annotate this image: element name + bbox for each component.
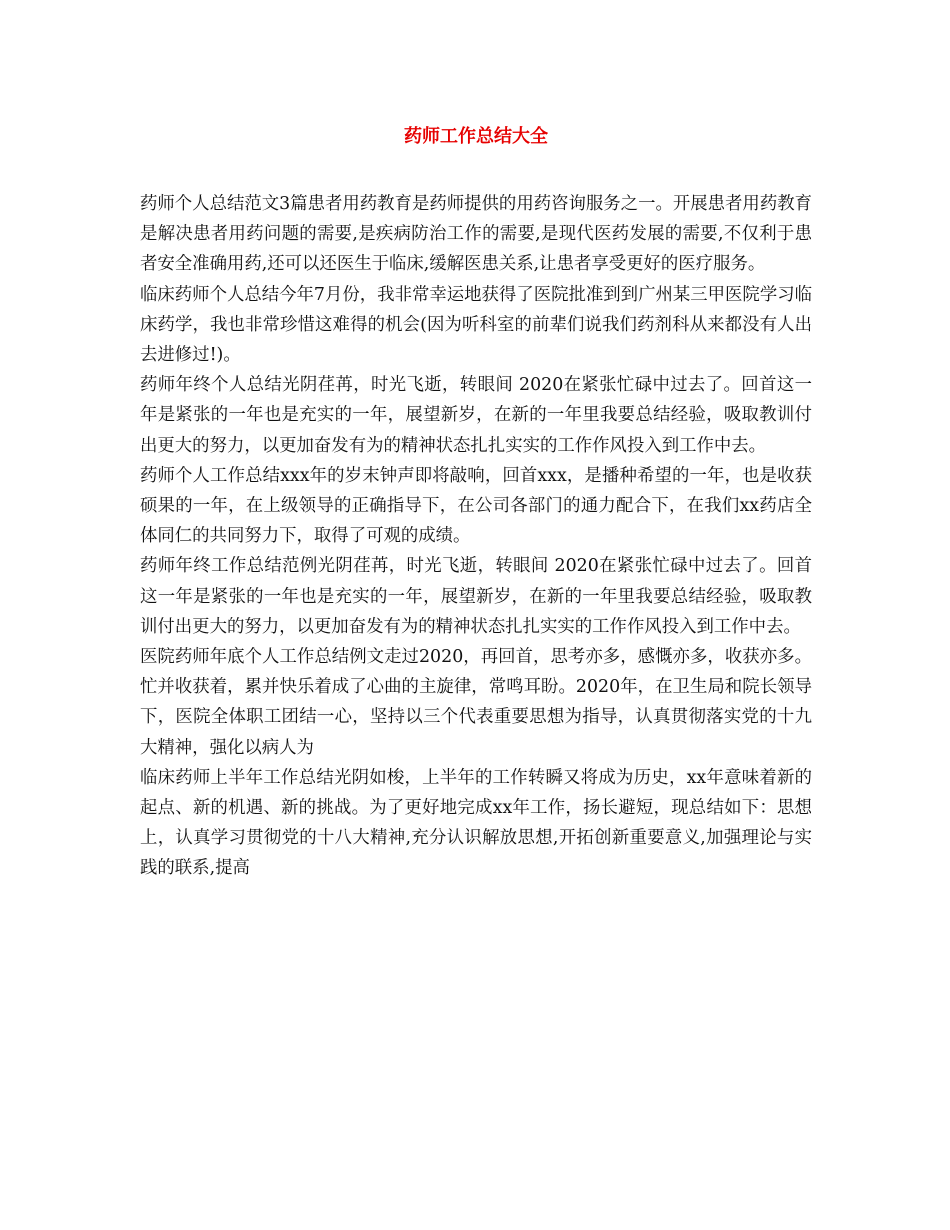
paragraph-4: 药师个人工作总结xxx年的岁末钟声即将敲响，回首xxx，是播种希望的一年，也是收获硕果的一年，在上级领导的正确指导下，在公司各部门的通力配合下，在我们xx药店全体同仁的共同努力下，取得了可观的成绩。 (140, 465, 812, 547)
paragraph-1: 药师个人总结范文3篇患者用药教育是药师提供的用药咨询服务之一。开展患者用药教育是解决患者用药问题的需要,是疾病防治工作的需要,是现代医药发展的需要,不仅利于患者安全准确用药,还可以还医生于临床,缓解医患关系,让患者享受更好的医疗服务。 (140, 194, 812, 275)
document-title: 药师工作总结大全 (404, 126, 548, 147)
paragraph-2: 临床药师个人总结今年7月份，我非常幸运地获得了医院批准到到广州某三甲医院学习临床药学，我也非常珍惜这难得的机会(因为听科室的前辈们说我们药剂科从来都没有人出去进修过!)。 (140, 284, 812, 366)
document-body (140, 189, 812, 884)
paragraph-3: 药师年终个人总结光阴荏苒，时光飞逝，转眼间 2020在紧张忙碌中过去了。回首这一年是紧张的一年也是充实的一年，展望新岁，在新的一年里我要总结经验，吸取教训付出更大的努力，以更加奋发有为的精神状态扎扎实实的工作作风投入到工作中去。 (140, 375, 812, 456)
paragraph-6: 医院药师年底个人工作总结例文走过2020，再回首，思考亦多，感慨亦多，收获亦多。忙并收获着，累并快乐着成了心曲的主旋律，常鸣耳盼。2020年，在卫生局和院长领导下，医院全体职工团结一心，坚持以三个代表重要思想为指导，认真贯彻落实党的十九大精神，强化以病人为 (140, 647, 812, 758)
paragraph-7: 临床药师上半年工作总结光阴如梭，上半年的工作转瞬又将成为历史，xx年意味着新的起点、新的机遇、新的挑战。为了更好地完成xx年工作，扬长避短，现总结如下：思想上，认真学习贯彻党的十八大精神,充分认识解放思想,开拓创新重要意义,加强理论与实践的联系,提高 (140, 767, 812, 879)
paragraph-5: 药师年终工作总结范例光阴荏苒，时光飞逝，转眼间 2020在紧张忙碌中过去了。回首这一年是紧张的一年也是充实的一年，展望新岁，在新的一年里我要总结经验，吸取教训付出更大的努力，以更加奋发有为的精神状态扎扎实实的工作作风投入到工作中去。 (140, 556, 812, 637)
